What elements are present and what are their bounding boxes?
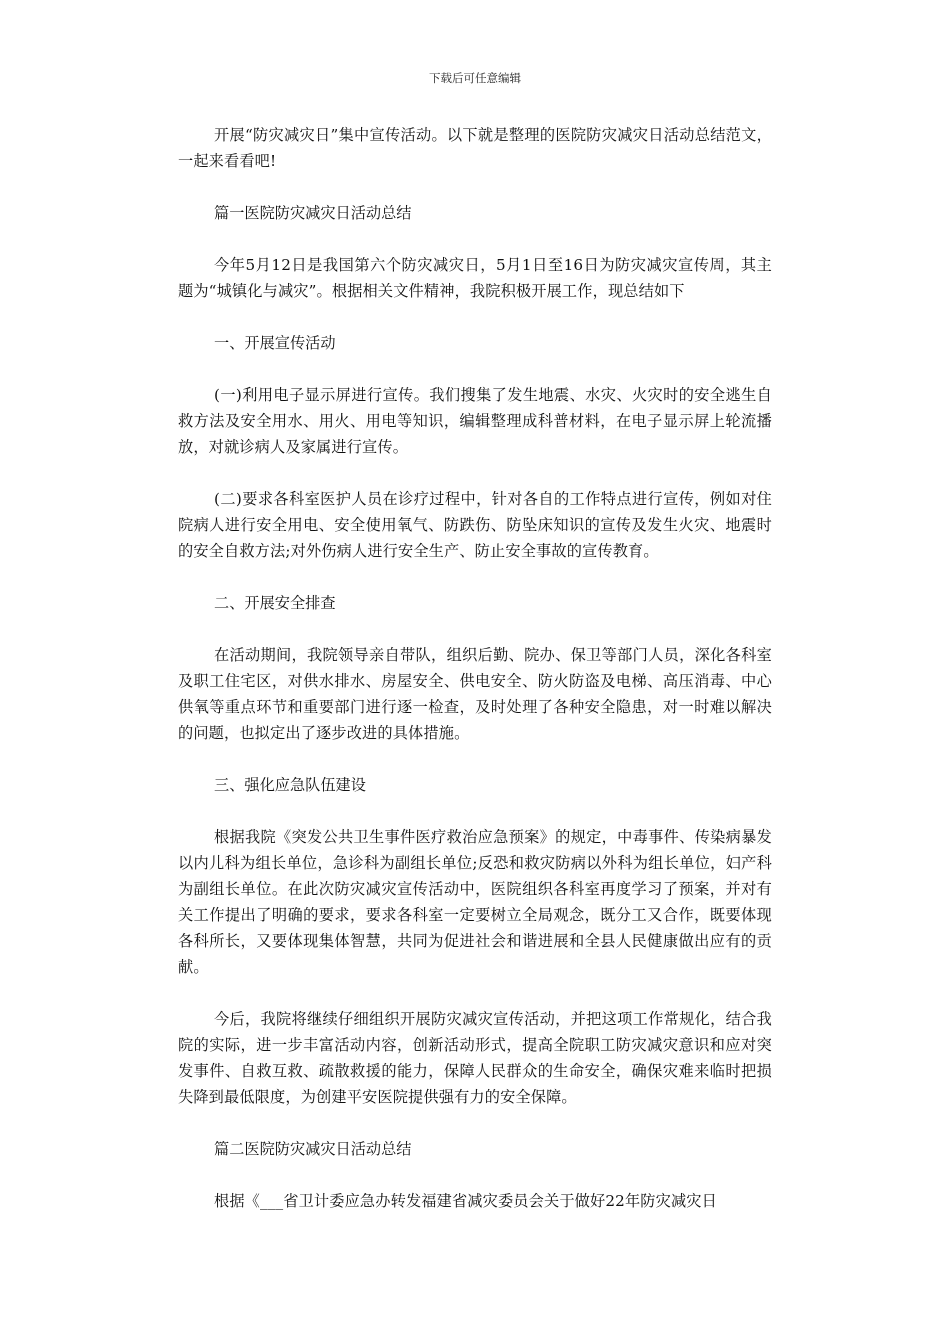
intro-paragraph: 开展“防灾减灾日”集中宣传活动。以下就是整理的医院防灾减灾日活动总结范文，一起来看看吧! — [178, 126, 772, 170]
section-heading-publicity: 一、开展宣传活动 — [214, 334, 336, 352]
paragraph-screen-publicity: (一)利用电子显示屏进行宣传。我们搜集了发生地震、水灾、火灾时的安全逃生自救方法及安全用水、用火、用电等知识，编辑整理成科普材料，在电子显示屏上轮流播放，对就诊病人及家属进行宣传。 — [178, 386, 772, 456]
paragraph-staff-publicity: (二)要求各科室医护人员在诊疗过程中，针对各自的工作特点进行宣传，例如对住院病人进行安全用电、安全使用氧气、防跌伤、防坠床知识的宣传及发生火灾、地震时的安全自救方法;对外伤病人进行安全生产、防止安全事故的宣传教育。 — [178, 490, 772, 560]
article-two-title: 篇二医院防灾减灾日活动总结 — [214, 1140, 412, 1158]
paragraph-overview: 今年5月12日是我国第六个防灾减灾日，5月1日至16日为防灾减灾宣传周，其主题为“城镇化与减灾”。根据相关文件精神，我院积极开展工作，现总结如下 — [178, 256, 772, 300]
paragraph-emergency-team: 根据我院《突发公共卫生事件医疗救治应急预案》的规定，中毒事件、传染病暴发以内儿科为组长单位，急诊科为副组长单位;反恐和救灾防病以外科为组长单位，妇产科为副组长单位。在此次防灾减灾宣传活动中，医院组织各科室再度学习了预案，并对有关工作提出了明确的要求，要求各科室一定要树立全局观念，既分工又合作，既要体现各科所长，又要体现集体智慧，共同为促进社会和谐进展和全县人民健康做出应有的贡献。 — [178, 828, 772, 976]
document-body — [178, 122, 772, 1240]
section-heading-emergency-team: 三、强化应急队伍建设 — [214, 776, 366, 794]
paragraph-future-plans: 今后，我院将继续仔细组织开展防灾减灾宣传活动，并把这项工作常规化，结合我院的实际，进一步丰富活动内容，创新活动形式，提高全院职工防灾减灾意识和应对突发事件、自救互救、疏散救援的能力，保障人民群众的生命安全，确保灾难来临时把损失降到最低限度，为创建平安医院提供强有力的安全保障。 — [178, 1010, 772, 1106]
paragraph-inspection: 在活动期间，我院领导亲自带队，组织后勤、院办、保卫等部门人员，深化各科室及职工住宅区，对供水排水、房屋安全、供电安全、防火防盗及电梯、高压消毒、中心供氧等重点环节和重要部门进行逐一检查，及时处理了各种安全隐患，对一时难以解决的问题，也拟定出了逐步改进的具体措施。 — [178, 646, 772, 742]
page-header: 下载后可任意编辑 — [429, 71, 521, 85]
article-one-title: 篇一医院防灾减灾日活动总结 — [214, 204, 412, 222]
section-heading-inspection: 二、开展安全排查 — [214, 594, 336, 612]
paragraph-article-two-start: 根据《___省卫计委应急办转发福建省减灾委员会关于做好22年防灾减灾日 — [214, 1192, 717, 1210]
